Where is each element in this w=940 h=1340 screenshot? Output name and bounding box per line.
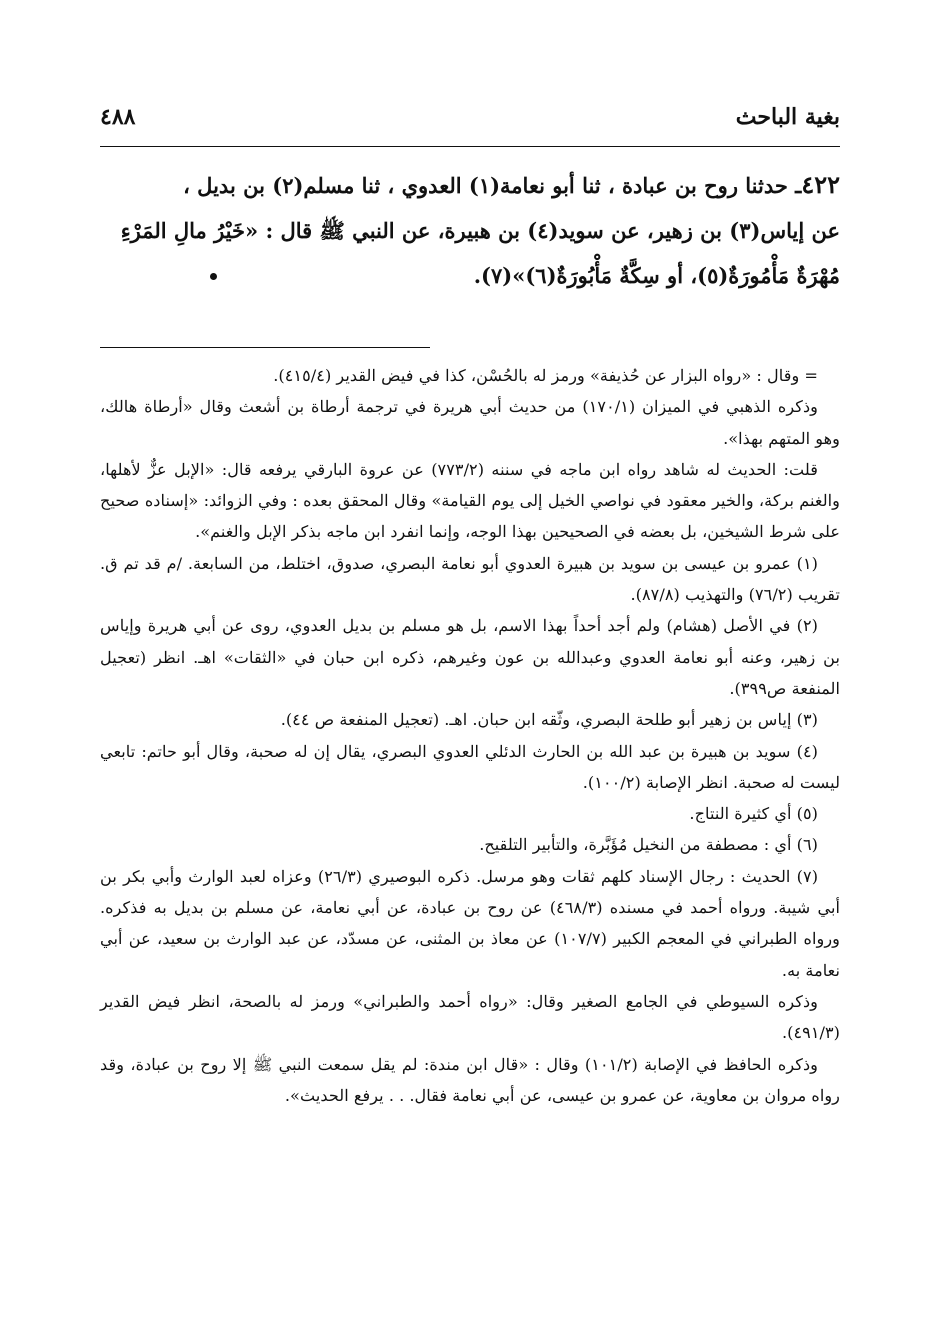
book-title: بغية الباحث — [735, 104, 840, 130]
footnote-7: (٧) الحديث : رجال الإسناد كلهم ثقات وهو مرسل. ذكره البوصيري (٢٦/٣) وعزاه لعبد الوارث وأبي بكر بن أبي شيبة. ورواه أحمد في مسنده (٤٦٨/٣) عن روح بن عبادة، عن أبي نعامة، عن مسلم بن بديل به فذكره. ورواه الطبراني في المعجم الكبير (١٠٧/٧) عن معاذ بن المثنى، عن مسدّد، عن عبد الوارث بن سعيد، عن أبي نعامة به. — [100, 866, 840, 980]
hadith-line-2: عن إياس(٣) بن زهير، عن سويد(٤) بن هبيرة، عن النبي ﷺ قال : «خَيْرُ مالِ المَرْءِ — [120, 218, 840, 243]
footnote-7-cont-2: وذكره الحافظ في الإصابة (١٠١/٢) وقال : «قال ابن مندة: لم يقل سمعت النبي ﷺ إلا روح بن عبادة، وقد رواه مروان بن معاوية، عن عمرو بن عيسى، عن أبي نعامة فقال. . . يرفع الحديث». — [100, 1054, 840, 1105]
footnote-7-cont-1: وذكره السيوطي في الجامع الصغير وقال: «رواه أحمد والطبراني» ورمز له بالصحة، انظر فيض القدير (٤٩١/٣). — [100, 991, 840, 1043]
stray-dot — [210, 273, 217, 280]
hadith-line-1-text: ـ حدثنا روح بن عبادة ، ثنا أبو نعامة(١) العدوي ، ثنا مسلم(٢) بن بديل ، — [183, 173, 802, 198]
footnote-6: (٦) أي : مصطفة من النخيل مُؤَبَّرة، والتأبير التلقيح. — [479, 835, 818, 855]
footnote-4: (٤) سويد بن هبيرة بن عبد الله بن الحارث الدئلي العدوي البصري، يقال إن له صحبة، وقال أبو حاتم: تابعي ليست له صحبة. انظر الإصابة (١٠٠/٢). — [100, 741, 840, 792]
hadith-line-1 — [100, 162, 840, 208]
footnote-1: (١) عمرو بن عيسى بن سويد بن هبيرة العدوي أبو نعامة البصري، صدوق، اختلط، من السابعة. /م قد تم ق. تقريب (٧٦/٢) والتهذيب (٨٧/٨). — [100, 553, 840, 605]
book-page — [100, 70, 840, 1310]
hadith-line-3: مُهْرَةٌ مَأْمُورَةٌ(٥)، أو سِكَّةٌ مَأْبُورَةٌ(٦)»(٧). — [473, 263, 840, 288]
footnote-2: (٢) في الأصل (هشام) ولم أجد أحداً بهذا الاسم، بل هو مسلم بن بديل العدوي، روى عن أبي هريرة وإياس بن زهير، وعنه أبو نعامة العدوي وعبدالله بن عون وغيرهم، ذكره ابن حبان في «الثقات» اهـ. انظر (تعجيل المنفعة ص٣٩٩). — [100, 616, 840, 698]
page-number: ٤٨٨ — [100, 104, 136, 130]
footnote-continuation-3: قلت: الحديث له شاهد رواه ابن ماجه في سننه (٧٧٣/٢) عن عروة البارقي يرفعه قال: «الإبل عزٌّ لأهلها، والغنم بركة، والخير معقود في نواصي الخيل إلى يوم القيامة» وقال المحقق بعده : وفي الزوائد: «إسناده صحيح على شرط الشيخين، بل بعضه في الصحيحين بهذا الوجه، وإنما انفرد ابن ماجه بذكر الإبل والغنم». — [100, 459, 840, 542]
footnote-5: (٥) أي كثيرة النتاج. — [689, 804, 818, 824]
footnote-continuation-2: وذكره الذهبي في الميزان (١٧٠/١) من حديث أبي هريرة في ترجمة أرطاة بن أشعث وقال «أرطاة هالك، وهو المتهم بهذا». — [100, 397, 840, 448]
running-head — [100, 90, 840, 130]
footnote-rule — [100, 347, 430, 348]
footnote-continuation-1: = وقال : «رواه البزار عن حُذيفة» ورمز له بالحُسْن، كذا في فيض القدير (٤١٥/٤). — [273, 366, 818, 385]
hadith-number: ٤٢٢ — [801, 170, 840, 199]
footnotes — [100, 360, 840, 1111]
footnote-3: (٣) إياس بن زهير أبو طلحة البصري، وثّقه ابن حبان. اهـ. (تعجيل المنفعة ص ٤٤). — [280, 710, 818, 730]
header-rule — [100, 146, 840, 147]
